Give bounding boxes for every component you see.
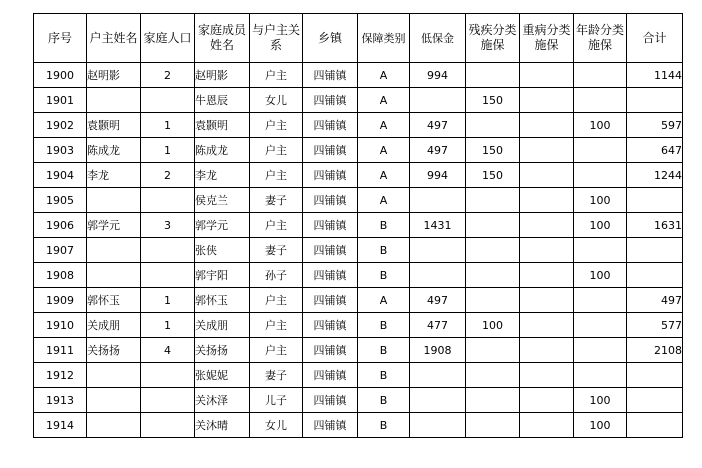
cell-relation: 户主 [250, 288, 303, 313]
cell-disability [466, 63, 520, 88]
cell-total [627, 238, 683, 263]
cell-family-size [141, 363, 195, 388]
cell-member-name: 张妮妮 [195, 363, 250, 388]
cell-total [627, 363, 683, 388]
cell-total: 1144 [627, 63, 683, 88]
cell-relation: 户主 [250, 138, 303, 163]
cell-family-size [141, 388, 195, 413]
cell-relation: 户主 [250, 63, 303, 88]
cell-relation: 女儿 [250, 413, 303, 438]
cell-relation: 户主 [250, 313, 303, 338]
cell-age [574, 338, 627, 363]
cell-dibao [410, 388, 466, 413]
cell-family-size: 2 [141, 63, 195, 88]
cell-town: 四铺镇 [303, 113, 358, 138]
cell-family-size [141, 413, 195, 438]
cell-id: 1909 [34, 288, 87, 313]
header-illness: 重病分类施保 [520, 14, 574, 63]
cell-relation: 儿子 [250, 388, 303, 413]
cell-age: 100 [574, 263, 627, 288]
cell-head-name [87, 88, 141, 113]
cell-category: A [358, 288, 410, 313]
table-row [34, 138, 683, 163]
cell-family-size: 2 [141, 163, 195, 188]
header-id: 序号 [34, 14, 87, 63]
cell-total [627, 413, 683, 438]
cell-age [574, 238, 627, 263]
cell-age [574, 163, 627, 188]
cell-dibao: 497 [410, 138, 466, 163]
cell-member-name: 张侠 [195, 238, 250, 263]
cell-illness [520, 88, 574, 113]
cell-head-name [87, 238, 141, 263]
table-row [34, 288, 683, 313]
cell-disability [466, 363, 520, 388]
cell-category: B [358, 388, 410, 413]
table-row [34, 413, 683, 438]
cell-disability [466, 238, 520, 263]
cell-id: 1906 [34, 213, 87, 238]
header-dibao: 低保金 [410, 14, 466, 63]
cell-town: 四铺镇 [303, 63, 358, 88]
cell-disability [466, 338, 520, 363]
cell-member-name: 赵明影 [195, 63, 250, 88]
cell-category: B [358, 413, 410, 438]
cell-id: 1908 [34, 263, 87, 288]
cell-illness [520, 63, 574, 88]
cell-age: 100 [574, 113, 627, 138]
cell-id: 1911 [34, 338, 87, 363]
cell-age [574, 363, 627, 388]
cell-category: B [358, 213, 410, 238]
cell-dibao: 1431 [410, 213, 466, 238]
cell-illness [520, 238, 574, 263]
cell-member-name: 陈成龙 [195, 138, 250, 163]
cell-family-size [141, 188, 195, 213]
cell-disability [466, 288, 520, 313]
cell-town: 四铺镇 [303, 413, 358, 438]
header-family-size: 家庭人口 [141, 14, 195, 63]
cell-id: 1913 [34, 388, 87, 413]
cell-head-name: 郭学元 [87, 213, 141, 238]
cell-family-size: 3 [141, 213, 195, 238]
cell-illness [520, 413, 574, 438]
cell-total: 1631 [627, 213, 683, 238]
cell-disability [466, 213, 520, 238]
cell-head-name: 赵明影 [87, 63, 141, 88]
header-relation: 与户主关系 [250, 14, 303, 63]
cell-head-name [87, 388, 141, 413]
cell-family-size: 1 [141, 288, 195, 313]
header-head-name: 户主姓名 [87, 14, 141, 63]
cell-category: A [358, 88, 410, 113]
welfare-table [33, 13, 683, 438]
cell-illness [520, 363, 574, 388]
cell-dibao: 994 [410, 163, 466, 188]
cell-dibao [410, 263, 466, 288]
cell-town: 四铺镇 [303, 88, 358, 113]
cell-disability: 100 [466, 313, 520, 338]
cell-dibao [410, 413, 466, 438]
cell-id: 1900 [34, 63, 87, 88]
cell-family-size [141, 88, 195, 113]
table-row [34, 88, 683, 113]
cell-total: 647 [627, 138, 683, 163]
cell-age [574, 63, 627, 88]
header-member-name: 家庭成员姓名 [195, 14, 250, 63]
cell-town: 四铺镇 [303, 388, 358, 413]
cell-town: 四铺镇 [303, 288, 358, 313]
table-body [34, 63, 683, 438]
table-row [34, 113, 683, 138]
cell-relation: 妻子 [250, 238, 303, 263]
cell-illness [520, 313, 574, 338]
table-row [34, 363, 683, 388]
cell-id: 1907 [34, 238, 87, 263]
cell-town: 四铺镇 [303, 188, 358, 213]
cell-head-name: 关成朋 [87, 313, 141, 338]
cell-dibao: 477 [410, 313, 466, 338]
cell-category: B [358, 238, 410, 263]
cell-member-name: 袁颢明 [195, 113, 250, 138]
cell-id: 1901 [34, 88, 87, 113]
header-category: 保障类别 [358, 14, 410, 63]
cell-member-name: 郭学元 [195, 213, 250, 238]
cell-head-name: 袁颢明 [87, 113, 141, 138]
cell-dibao [410, 188, 466, 213]
cell-member-name: 郭宇阳 [195, 263, 250, 288]
cell-disability [466, 388, 520, 413]
cell-age [574, 288, 627, 313]
cell-illness [520, 338, 574, 363]
cell-id: 1905 [34, 188, 87, 213]
cell-total: 497 [627, 288, 683, 313]
cell-illness [520, 138, 574, 163]
cell-id: 1904 [34, 163, 87, 188]
cell-relation: 户主 [250, 163, 303, 188]
cell-id: 1912 [34, 363, 87, 388]
cell-member-name: 郭怀玉 [195, 288, 250, 313]
cell-town: 四铺镇 [303, 363, 358, 388]
cell-category: B [358, 313, 410, 338]
cell-relation: 妻子 [250, 188, 303, 213]
cell-town: 四铺镇 [303, 213, 358, 238]
cell-category: B [358, 263, 410, 288]
cell-disability [466, 263, 520, 288]
cell-head-name [87, 188, 141, 213]
cell-family-size: 1 [141, 313, 195, 338]
cell-total [627, 263, 683, 288]
cell-member-name: 关沐晴 [195, 413, 250, 438]
cell-member-name: 牛恩辰 [195, 88, 250, 113]
cell-member-name: 关沐泽 [195, 388, 250, 413]
cell-family-size: 1 [141, 113, 195, 138]
cell-id: 1914 [34, 413, 87, 438]
cell-relation: 户主 [250, 113, 303, 138]
cell-relation: 妻子 [250, 363, 303, 388]
header-town: 乡镇 [303, 14, 358, 63]
cell-id: 1903 [34, 138, 87, 163]
cell-town: 四铺镇 [303, 313, 358, 338]
table-row [34, 238, 683, 263]
cell-member-name: 关成朋 [195, 313, 250, 338]
cell-member-name: 李龙 [195, 163, 250, 188]
cell-category: B [358, 338, 410, 363]
header-row [34, 14, 683, 63]
cell-total [627, 388, 683, 413]
cell-age: 100 [574, 413, 627, 438]
header-age: 年龄分类施保 [574, 14, 627, 63]
cell-disability: 150 [466, 138, 520, 163]
cell-disability [466, 188, 520, 213]
cell-family-size: 1 [141, 138, 195, 163]
cell-dibao: 497 [410, 288, 466, 313]
cell-illness [520, 113, 574, 138]
cell-relation: 女儿 [250, 88, 303, 113]
cell-disability [466, 413, 520, 438]
table-row [34, 188, 683, 213]
cell-age: 100 [574, 213, 627, 238]
cell-head-name [87, 413, 141, 438]
cell-family-size: 4 [141, 338, 195, 363]
cell-total: 1244 [627, 163, 683, 188]
table-row [34, 163, 683, 188]
header-disability: 残疾分类施保 [466, 14, 520, 63]
cell-town: 四铺镇 [303, 263, 358, 288]
cell-head-name [87, 263, 141, 288]
cell-town: 四铺镇 [303, 138, 358, 163]
cell-total: 2108 [627, 338, 683, 363]
cell-dibao [410, 238, 466, 263]
cell-dibao [410, 88, 466, 113]
cell-age [574, 88, 627, 113]
table-row [34, 388, 683, 413]
cell-illness [520, 163, 574, 188]
cell-illness [520, 288, 574, 313]
cell-head-name: 郭怀玉 [87, 288, 141, 313]
table-row [34, 63, 683, 88]
cell-family-size [141, 238, 195, 263]
cell-member-name: 侯克兰 [195, 188, 250, 213]
table-row [34, 213, 683, 238]
cell-town: 四铺镇 [303, 163, 358, 188]
cell-category: B [358, 363, 410, 388]
cell-illness [520, 263, 574, 288]
table-row [34, 313, 683, 338]
cell-head-name: 李龙 [87, 163, 141, 188]
cell-category: A [358, 138, 410, 163]
cell-relation: 孙子 [250, 263, 303, 288]
cell-dibao [410, 363, 466, 388]
cell-head-name: 陈成龙 [87, 138, 141, 163]
cell-relation: 户主 [250, 338, 303, 363]
cell-category: A [358, 63, 410, 88]
cell-total: 597 [627, 113, 683, 138]
table-row [34, 338, 683, 363]
cell-town: 四铺镇 [303, 338, 358, 363]
cell-category: A [358, 188, 410, 213]
cell-category: A [358, 163, 410, 188]
cell-id: 1910 [34, 313, 87, 338]
cell-illness [520, 213, 574, 238]
table-row [34, 263, 683, 288]
cell-total [627, 188, 683, 213]
cell-disability [466, 113, 520, 138]
cell-age: 100 [574, 188, 627, 213]
cell-illness [520, 188, 574, 213]
cell-illness [520, 388, 574, 413]
cell-family-size [141, 263, 195, 288]
cell-total [627, 88, 683, 113]
cell-member-name: 关扬扬 [195, 338, 250, 363]
cell-category: A [358, 113, 410, 138]
header-total: 合计 [627, 14, 683, 63]
cell-age [574, 138, 627, 163]
cell-town: 四铺镇 [303, 238, 358, 263]
cell-disability: 150 [466, 163, 520, 188]
cell-head-name [87, 363, 141, 388]
cell-dibao: 994 [410, 63, 466, 88]
cell-dibao: 497 [410, 113, 466, 138]
cell-relation: 户主 [250, 213, 303, 238]
cell-total: 577 [627, 313, 683, 338]
cell-age [574, 313, 627, 338]
cell-age: 100 [574, 388, 627, 413]
cell-disability: 150 [466, 88, 520, 113]
cell-head-name: 关扬扬 [87, 338, 141, 363]
cell-dibao: 1908 [410, 338, 466, 363]
cell-id: 1902 [34, 113, 87, 138]
